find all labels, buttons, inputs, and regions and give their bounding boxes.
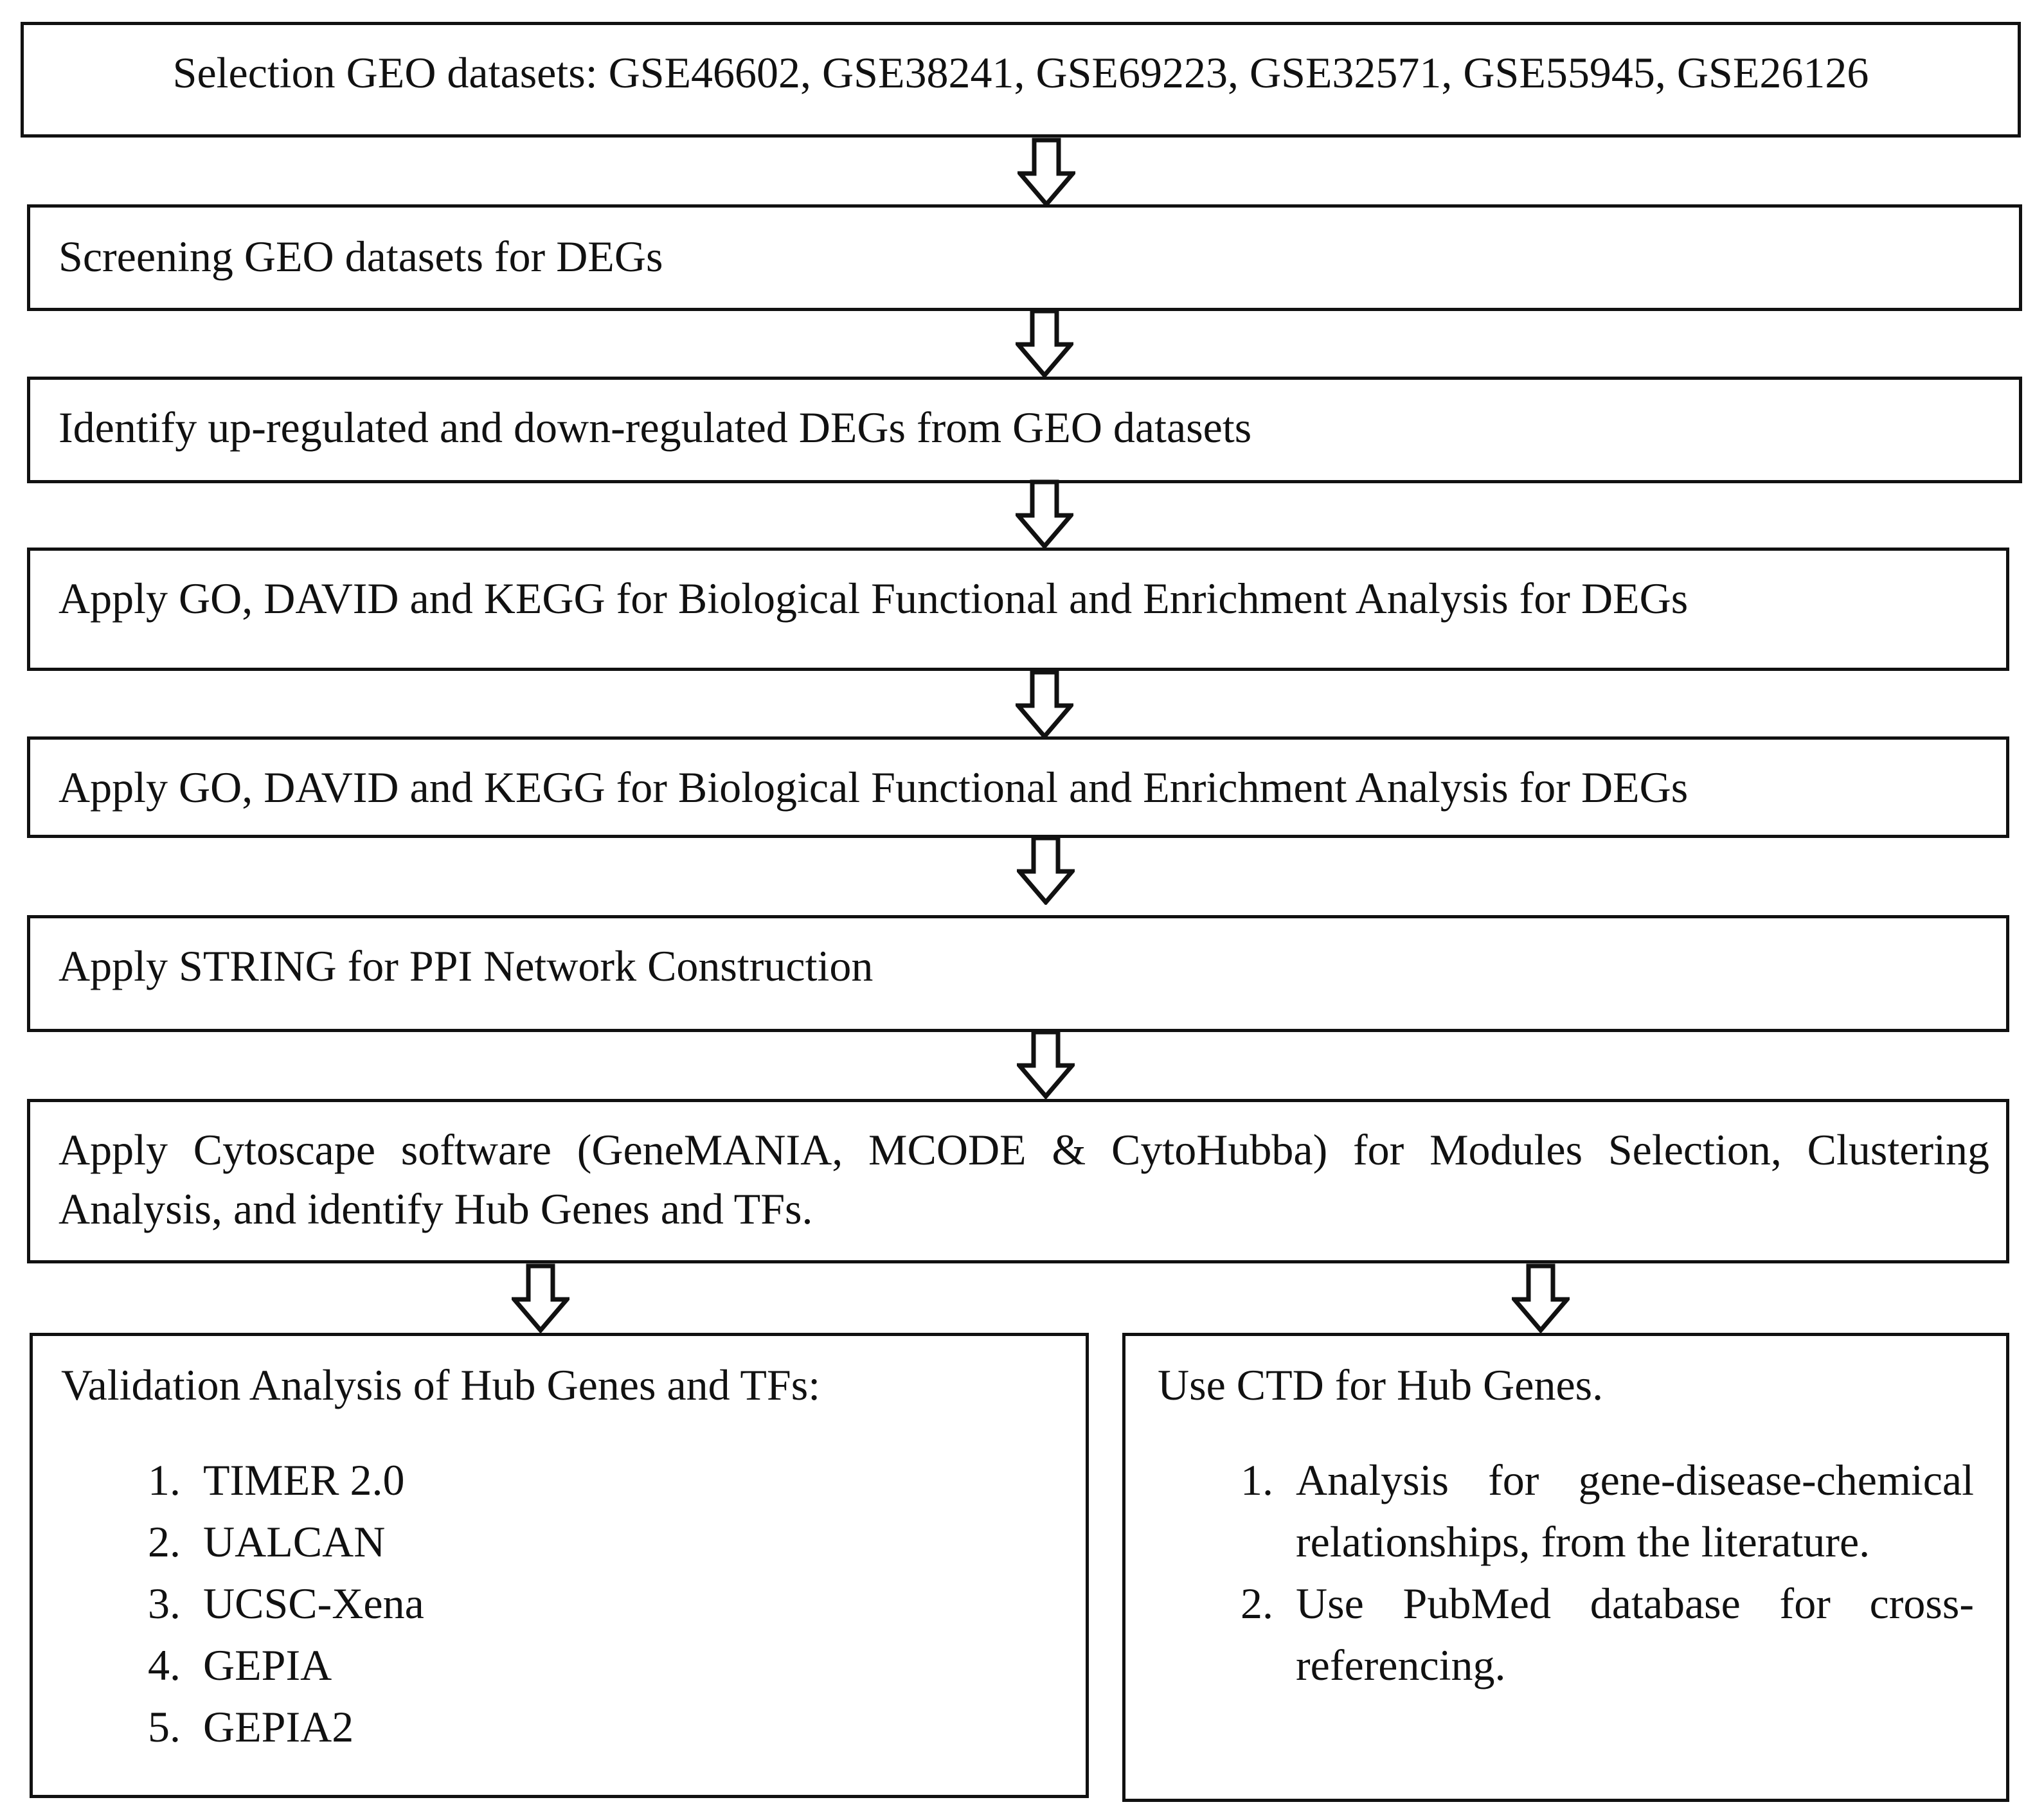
step-2-text: Screening GEO datasets for DEGs: [58, 232, 663, 281]
list-item: 5. GEPIA2: [148, 1702, 354, 1751]
step-4-text: Apply GO, DAVID and KEGG for Biological Functional and Enrichment Analysis for DEGs: [58, 574, 1689, 623]
down-arrow-icon: [1512, 1263, 1570, 1333]
validation-title: Validation Analysis of Hub Genes and TFs:: [61, 1360, 821, 1409]
list-item: 2. Use PubMed database for cross-referencing.: [1241, 1579, 1974, 1689]
step-1-box: [21, 22, 2021, 138]
step-6-box: [27, 915, 2009, 1032]
ctd-list: [1222, 1449, 1974, 1696]
down-arrow-icon: [512, 1263, 569, 1333]
list-item: 3. UCSC-Xena: [148, 1579, 424, 1628]
step-6-text: Apply STRING for PPI Network Construction: [58, 941, 874, 990]
step-1-text: Selection GEO datasets: GSE46602, GSE38241, GSE69223, GSE32571, GSE55945, GSE26126: [172, 48, 1869, 97]
step-7-text: Apply Cytoscape software (GeneMANIA, MCODE & CytoHubba) for Modules Selection, Clustering Analysis, and identify Hub Genes and TFs.: [58, 1125, 1989, 1233]
validation-box: [30, 1333, 1089, 1798]
ctd-box: [1122, 1333, 2009, 1802]
list-item: 1. Analysis for gene-disease-chemical relationships, from the literature.: [1241, 1456, 1974, 1566]
step-3-text: Identify up-regulated and down-regulated DEGs from GEO datasets: [58, 403, 1252, 452]
step-7-box: [27, 1099, 2009, 1263]
step-3-box: [27, 377, 2022, 483]
down-arrow-icon: [1016, 479, 1073, 549]
down-arrow-icon: [1016, 670, 1073, 739]
step-2-box: [27, 204, 2022, 311]
down-arrow-icon: [1017, 1029, 1075, 1099]
step-5-text: Apply GO, DAVID and KEGG for Biological Functional and Enrichment Analysis for DEGs: [58, 763, 1689, 812]
ctd-title: Use CTD for Hub Genes.: [1158, 1360, 1604, 1409]
list-item: 2. UALCAN: [148, 1517, 386, 1566]
step-5-box: [27, 736, 2009, 838]
list-item: 1. TIMER 2.0: [148, 1456, 405, 1504]
down-arrow-icon: [1017, 835, 1075, 905]
list-item: 4. GEPIA: [148, 1641, 332, 1689]
step-4-box: [27, 548, 2009, 671]
validation-list: [129, 1449, 965, 1758]
down-arrow-icon: [1016, 308, 1073, 378]
down-arrow-icon: [1018, 138, 1075, 207]
